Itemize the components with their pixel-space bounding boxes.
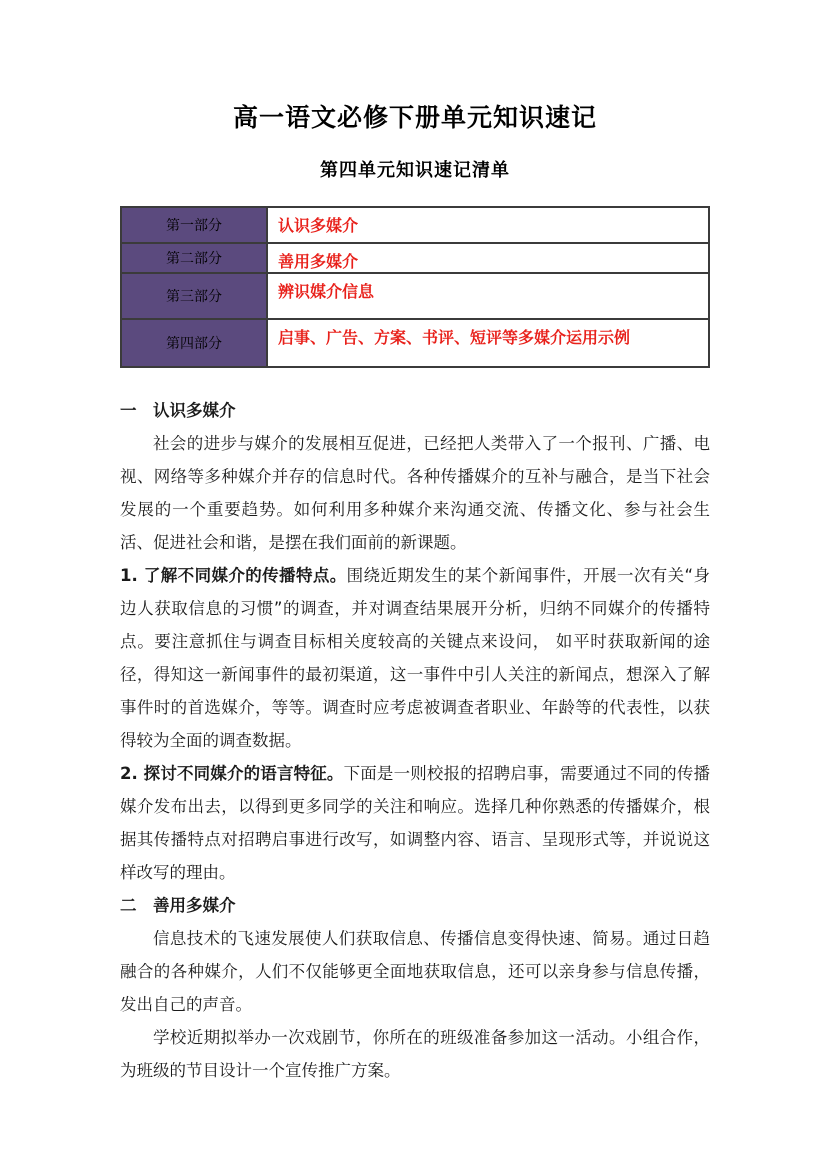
part-content: 辨识媒介信息	[267, 273, 709, 319]
item-1-lead: 1. 了解不同媒介的传播特点。	[120, 566, 347, 585]
unit-parts-table	[120, 206, 710, 368]
part-label: 第二部分	[121, 243, 267, 273]
part-label: 第一部分	[121, 207, 267, 243]
table-row	[121, 273, 709, 319]
paragraph-section2-2: 学校近期拟举办一次戏剧节，你所在的班级准备参加这一活动。小组合作，为班级的节目设计一个宣传推广方案。	[120, 1028, 710, 1080]
paragraph-item-1	[120, 559, 710, 757]
table-row	[121, 243, 709, 273]
document-body	[120, 394, 710, 1087]
item-2-text: 下面是一则校报的招聘启事，需要通过不同的传播媒介发布出去，以得到更多同学的关注和响应。选择几种你熟悉的传播媒介，根据其传播特点对招聘启事进行改写，如调整内容、语言、呈现形式等，并说说这样改写的理由。	[120, 764, 711, 882]
document-subtitle: 第四单元知识速记清单	[320, 160, 510, 181]
table-row	[121, 319, 709, 367]
part-content: 认识多媒介	[267, 207, 709, 243]
section-heading-2: 二 善用多媒介	[120, 896, 236, 915]
item-2-lead: 2. 探讨不同媒介的语言特征。	[120, 764, 344, 783]
part-content: 善用多媒介	[267, 243, 709, 273]
paragraph-section2-1: 信息技术的飞速发展使人们获取信息、传播信息变得快速、简易。通过日趋融合的各种媒介，人们不仅能够更全面地获取信息，还可以亲身参与信息传播，发出自己的声音。	[120, 929, 710, 1014]
part-label: 第三部分	[121, 273, 267, 319]
table-row	[121, 207, 709, 243]
paragraph-item-2	[120, 757, 710, 889]
part-label: 第四部分	[121, 319, 267, 367]
document-title: 高一语文必修下册单元知识速记	[232, 103, 597, 132]
section-heading-1: 一 认识多媒介	[120, 401, 236, 420]
paragraph-intro: 社会的进步与媒介的发展相互促进，已经把人类带入了一个报刊、广播、电视、网络等多种媒介并存的信息时代。各种传播媒介的互补与融合，是当下社会发展的一个重要趋势。如何利用多种媒介来沟通交流、传播文化、参与社会生活、促进社会和谐，是摆在我们面前的新课题。	[120, 434, 710, 552]
part-content: 启事、广告、方案、书评、短评等多媒介运用示例	[267, 319, 709, 367]
item-1-text: 围绕近期发生的某个新闻事件，开展一次有关“身边人获取信息的习惯”的调查，并对调查结果展开分析，归纳不同媒介的传播特点。要注意抓住与调查目标相关度较高的关键点来设问， 如平时获取新闻的途径，得知这一新闻事件的最初渠道，这一事件中引人关注的新闻点，想深入了解事件时的首选媒介，等等。调查时应考虑被调查者职业、年龄等的代表性，以获得较为全面的调查数据。	[120, 566, 710, 750]
